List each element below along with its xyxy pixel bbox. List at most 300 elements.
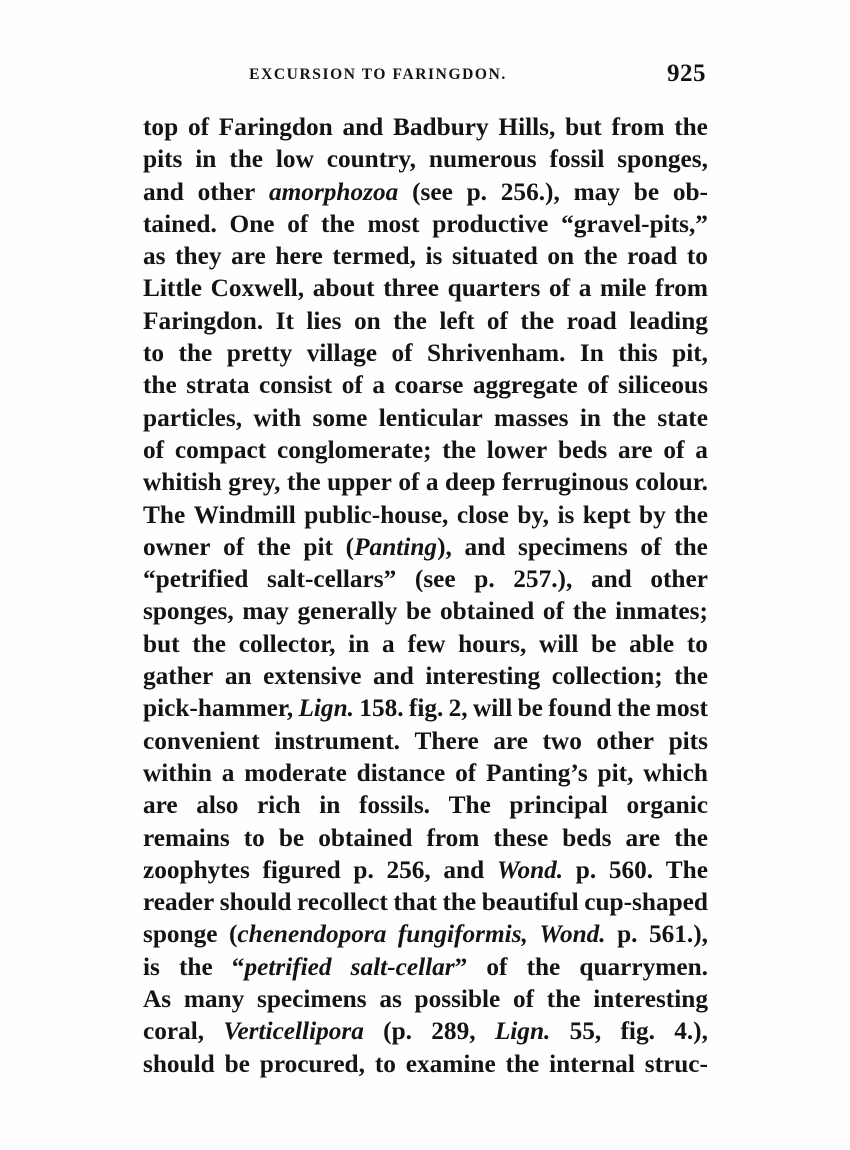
word [391,337,412,369]
text-run: the [612,403,647,432]
word [242,595,288,627]
text-run: these [493,823,549,852]
word [257,789,301,821]
text-run: 4.), [674,1017,708,1046]
text-run: whitish [143,468,222,497]
text-run: deep [445,468,496,497]
word [192,628,226,660]
word [143,531,210,563]
word [674,1015,708,1047]
word [373,660,414,692]
word [409,692,443,724]
text-run: to [243,823,265,852]
text-run: the [286,468,321,497]
text-run: from [611,113,665,141]
text-run: pit, [597,758,634,787]
text-run: of [287,209,309,238]
text-line [143,563,708,595]
word [431,1015,475,1047]
word [332,240,416,272]
text-run: ob- [672,177,708,206]
word [445,466,496,498]
text-run: remains [143,823,230,852]
word [382,628,395,660]
text-run: compact [174,435,267,464]
word [184,983,244,1015]
word [518,692,543,724]
text-run: beautiful [481,888,579,917]
text-run: Faringdon [218,113,333,141]
text-run: fossil [549,145,605,174]
word [457,499,509,531]
text-run: close [456,500,509,529]
text-run: The [448,791,491,820]
word [617,692,651,724]
word [432,208,548,240]
text-run: 289, [431,1017,476,1046]
text-run: be [517,694,543,723]
text-line [143,660,708,692]
text-run: strata [186,371,250,400]
word [196,789,238,821]
text-line [143,725,708,757]
word [600,272,646,304]
text-run: specimens [256,985,367,1014]
word [501,176,560,208]
text-run: to [686,242,708,271]
word [406,595,431,627]
text-run: the [192,629,227,658]
word [298,595,398,627]
text-run: convenient [143,726,260,755]
word [406,1048,496,1080]
italic-text: fungiformis, [397,920,528,949]
text-run: the [229,145,263,174]
word [486,757,588,789]
text-run: struc- [644,1049,708,1078]
word [143,983,171,1015]
word [674,499,708,531]
word [557,499,574,531]
text-run: be [633,177,660,206]
italic-text: Wond. [539,920,606,949]
word [612,402,646,434]
word [186,369,249,401]
word [393,305,427,337]
text-run: the [674,662,708,691]
word [634,176,659,208]
word [547,240,574,272]
text-run: In [579,339,604,368]
text-line [143,143,708,175]
text-run: as [379,985,402,1014]
text-line [143,1015,708,1047]
word [143,660,213,692]
word [298,692,354,724]
word [579,951,708,983]
word [449,692,468,724]
word [143,337,164,369]
word [225,1048,250,1080]
text-run: low [275,145,314,174]
word [353,854,373,886]
word [574,176,620,208]
text-run: other [596,726,655,755]
word [674,111,708,143]
text-run: termed, [332,242,416,271]
text-run: 257.), [513,565,573,594]
text-run: the [143,371,177,400]
running-head [143,62,708,92]
word [398,918,528,950]
text-run: of [341,371,363,400]
text-run: be [591,629,617,658]
text-line [143,434,708,466]
word [494,402,568,434]
text-run: (p. [383,1017,412,1046]
word [244,822,265,854]
word [442,434,476,466]
text-run: the [393,306,427,335]
word [609,854,653,886]
text-run: of [663,435,685,464]
word [175,240,221,272]
word [687,628,708,660]
word [663,434,684,466]
word [611,111,664,143]
word [502,466,629,498]
text-run: the [572,597,607,626]
text-run: of [587,371,609,400]
word [640,531,661,563]
text-run: but [143,629,180,658]
word [143,757,212,789]
text-run: should [143,1049,215,1078]
text-run: state [657,403,708,432]
text-run: by, [517,500,549,529]
word [593,983,708,1015]
word [228,466,280,498]
italic-text: Lign. [298,694,354,723]
text-run: Badbury [393,113,489,141]
word [412,176,453,208]
word [498,111,555,143]
word [674,822,708,854]
word [467,176,487,208]
text-run: sponges, [143,597,234,626]
text-run: and [464,532,506,561]
word [580,337,604,369]
word [674,531,708,563]
text-run: will [539,629,579,658]
text-run: of [398,468,420,497]
text-line [143,854,708,886]
text-run: generally [297,597,398,626]
word [666,854,708,886]
italic-text: Verticellipora [223,1017,364,1046]
text-run: Panting’s [486,758,588,787]
text-run: reader [143,888,215,917]
word [643,757,708,789]
text-run: p. [617,920,638,949]
text-run: particles, [143,403,243,432]
text-run: Windmill [193,500,296,529]
text-run: 560. [608,855,654,884]
text-run: and [443,855,485,884]
word [143,854,250,886]
word [579,272,592,304]
text-run: the [674,113,708,141]
word [143,466,222,498]
word [143,692,293,724]
word [327,466,392,498]
word [230,208,275,240]
word [506,1048,540,1080]
italic-text: chenendopora [237,920,387,949]
word [395,369,464,401]
word [383,272,439,304]
text-run: road [627,242,678,271]
word [455,757,476,789]
text-run: the [526,952,561,981]
word [269,176,398,208]
text-run: also [196,791,239,820]
word [327,143,416,175]
text-run: masses [494,403,569,432]
word [415,563,456,595]
text-run: are [143,791,178,820]
word [143,369,177,401]
text-run: zoophytes [143,855,250,884]
word [232,951,332,983]
text-run: an [224,662,252,691]
text-run: pick-hammer, [143,694,294,723]
word [143,240,166,272]
word [427,337,565,369]
text-run: by [639,500,666,529]
text-run: the [321,209,355,238]
word [367,208,419,240]
text-line [143,531,708,563]
text-run: that [393,888,437,917]
text-run: p. [466,177,487,206]
word [318,822,412,854]
word [267,563,396,595]
word [143,1015,204,1047]
word [321,208,355,240]
word [143,111,178,143]
word [548,692,611,724]
text-line [143,1048,708,1080]
word [656,692,708,724]
text-run: ( [228,920,238,949]
word [687,240,708,272]
text-run: p. [575,855,597,884]
text-run: collector, [238,629,336,658]
text-run: inmates; [615,597,708,626]
text-run: few [407,629,446,658]
text-run: top [143,113,179,141]
word [513,563,572,595]
word [143,305,263,337]
word [279,822,304,854]
text-run: on [547,242,575,271]
word [225,660,252,692]
text-line [143,757,708,789]
text-run: is [425,242,443,271]
word [517,499,549,531]
word [143,951,160,983]
word [482,886,579,918]
word [547,983,581,1015]
text-run: the [616,694,651,723]
text-run: a [221,758,235,787]
text-run: (see [412,177,453,206]
text-line [143,918,708,950]
text-run: which [643,758,708,787]
word [465,531,506,563]
word [359,789,430,821]
word [244,757,347,789]
text-run: they [175,242,222,271]
word [239,628,336,660]
text-run: 55, [569,1017,602,1046]
text-run: organic [626,791,708,820]
word [635,466,708,498]
word [580,402,601,434]
text-run: quarrymen. [579,952,708,981]
word [549,272,570,304]
word [304,499,448,531]
word [617,143,708,175]
text-run: the [583,242,618,271]
word [487,305,508,337]
text-run: are [617,435,653,464]
word [257,983,367,1015]
text-run: the [442,435,477,464]
word [195,143,216,175]
word [398,466,419,498]
word [621,1015,655,1047]
word [275,240,322,272]
word [372,369,385,401]
word [567,305,617,337]
word [627,240,677,272]
word [198,176,256,208]
text-line [143,822,708,854]
word [379,402,483,434]
text-run: “petrified [143,565,249,594]
word [674,660,708,692]
word [618,337,657,369]
word [211,272,304,304]
text-run: specimens [518,532,628,561]
text-run: other [650,565,708,594]
word [346,531,452,563]
text-run: sponges, [617,145,708,174]
text-line [143,595,708,627]
word [276,143,314,175]
word [487,434,547,466]
text-run: and [342,113,384,141]
text-run: sponge [143,920,218,949]
text-line [143,628,708,660]
text-run: pretty [226,339,293,368]
text-line [143,886,708,918]
word [143,402,242,434]
text-run: the [256,532,291,561]
word [493,725,528,757]
text-run: “ [231,952,245,981]
word [552,660,663,692]
text-run: aggregate [472,371,578,400]
word [558,434,607,466]
word [386,854,430,886]
text-run: fig. [408,694,444,723]
text-run: conglomerate; [276,435,432,464]
word [259,369,332,401]
word [143,143,182,175]
word [179,951,213,983]
text-run: be [405,597,432,626]
italic-text: salt-cellar [350,952,455,981]
word [573,595,607,627]
text-run: is [143,952,160,981]
italic-text: petrified [244,952,332,981]
word [561,208,708,240]
text-run: pit [303,532,333,561]
word [143,918,218,950]
word [576,854,596,886]
text-run: of [455,758,477,787]
text-run: 158. [359,694,404,723]
word [429,143,537,175]
text-run: colour. [635,468,708,497]
word [143,725,260,757]
text-line [143,369,708,401]
word [486,951,507,983]
word [591,563,632,595]
text-run: and [373,662,414,691]
text-run: obtained [440,597,535,626]
word [351,951,468,983]
text-line [143,402,708,434]
text-run: As [143,985,172,1014]
text-run: hours, [458,629,527,658]
text-run: but [565,113,602,141]
text-run: Hills, [498,113,556,141]
text-run: found [548,694,612,723]
text-run: It [275,306,294,335]
word [473,369,578,401]
text-run: the [674,823,708,852]
text-run: lies [306,306,342,335]
text-run: ferruginous [502,468,629,497]
text-run: on [353,306,381,335]
text-run: are [231,242,266,271]
word [287,208,308,240]
text-run: may [242,597,289,626]
word [220,886,292,918]
word [415,983,501,1015]
word [175,434,266,466]
word [229,143,263,175]
word [342,111,383,143]
word [629,628,674,660]
word [303,531,333,563]
text-run: will [472,694,513,723]
italic-text: Lign. [494,1017,551,1046]
